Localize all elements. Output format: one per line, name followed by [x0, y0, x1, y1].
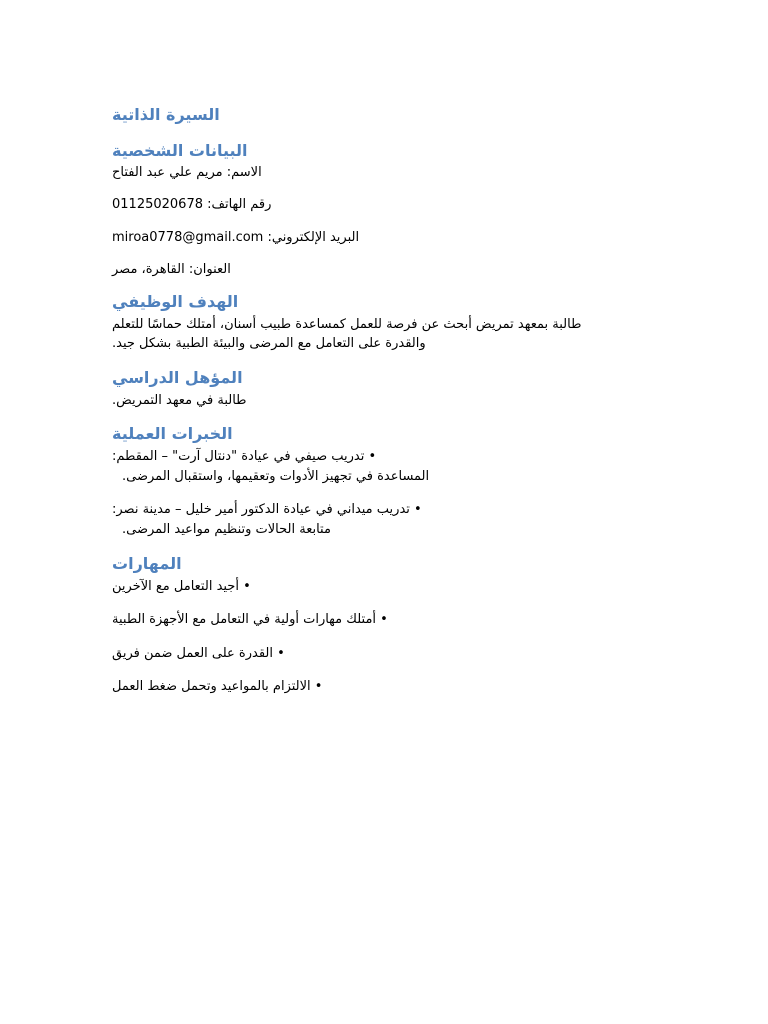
skill-item: • الالتزام بالمواعيد وتحمل ضغط العمل — [112, 679, 323, 694]
objective-line-1: طالبة بمعهد تمريض أبحث عن فرصة للعمل كمساعدة طبيب أسنان، أمتلك حماسًا للتعلم — [112, 317, 582, 332]
education-heading: المؤهل الدراسي — [112, 368, 243, 387]
experience-item-2-title: • تدريب ميداني في عيادة الدكتور أمير خليل – مدينة نصر: — [112, 502, 422, 517]
personal-name: الاسم: مريم علي عبد الفتاح — [112, 165, 262, 180]
skill-item: • أمتلك مهارات أولية في التعامل مع الأجهزة الطبية — [112, 612, 388, 627]
experience-item-1-detail: المساعدة في تجهيز الأدوات وتعقيمها، واستقبال المرضى. — [122, 469, 430, 484]
education-text: طالبة في معهد التمريض. — [112, 393, 247, 408]
personal-address: العنوان: القاهرة، مصر — [112, 262, 231, 277]
personal-phone: رقم الهاتف: 01125020678 — [112, 197, 272, 212]
document-title: السيرة الذاتية — [112, 105, 220, 124]
experience-heading: الخبرات العملية — [112, 424, 233, 443]
personal-heading: البيانات الشخصية — [112, 141, 248, 160]
objective-line-2: والقدرة على التعامل مع المرضى والبيئة الطبية بشكل جيد. — [112, 336, 426, 351]
objective-heading: الهدف الوظيفي — [112, 292, 239, 311]
personal-email: البريد الإلكتروني: miroa0778@gmail.com — [112, 230, 360, 245]
skill-item: • القدرة على العمل ضمن فريق — [112, 646, 285, 661]
skill-item: • أجيد التعامل مع الآخرين — [112, 579, 251, 594]
experience-item-2-detail: متابعة الحالات وتنظيم مواعيد المرضى. — [122, 522, 331, 537]
experience-item-1-title: • تدريب صيفي في عيادة "دنتال آرت" – المقطم: — [112, 449, 377, 464]
skills-heading: المهارات — [112, 554, 182, 573]
